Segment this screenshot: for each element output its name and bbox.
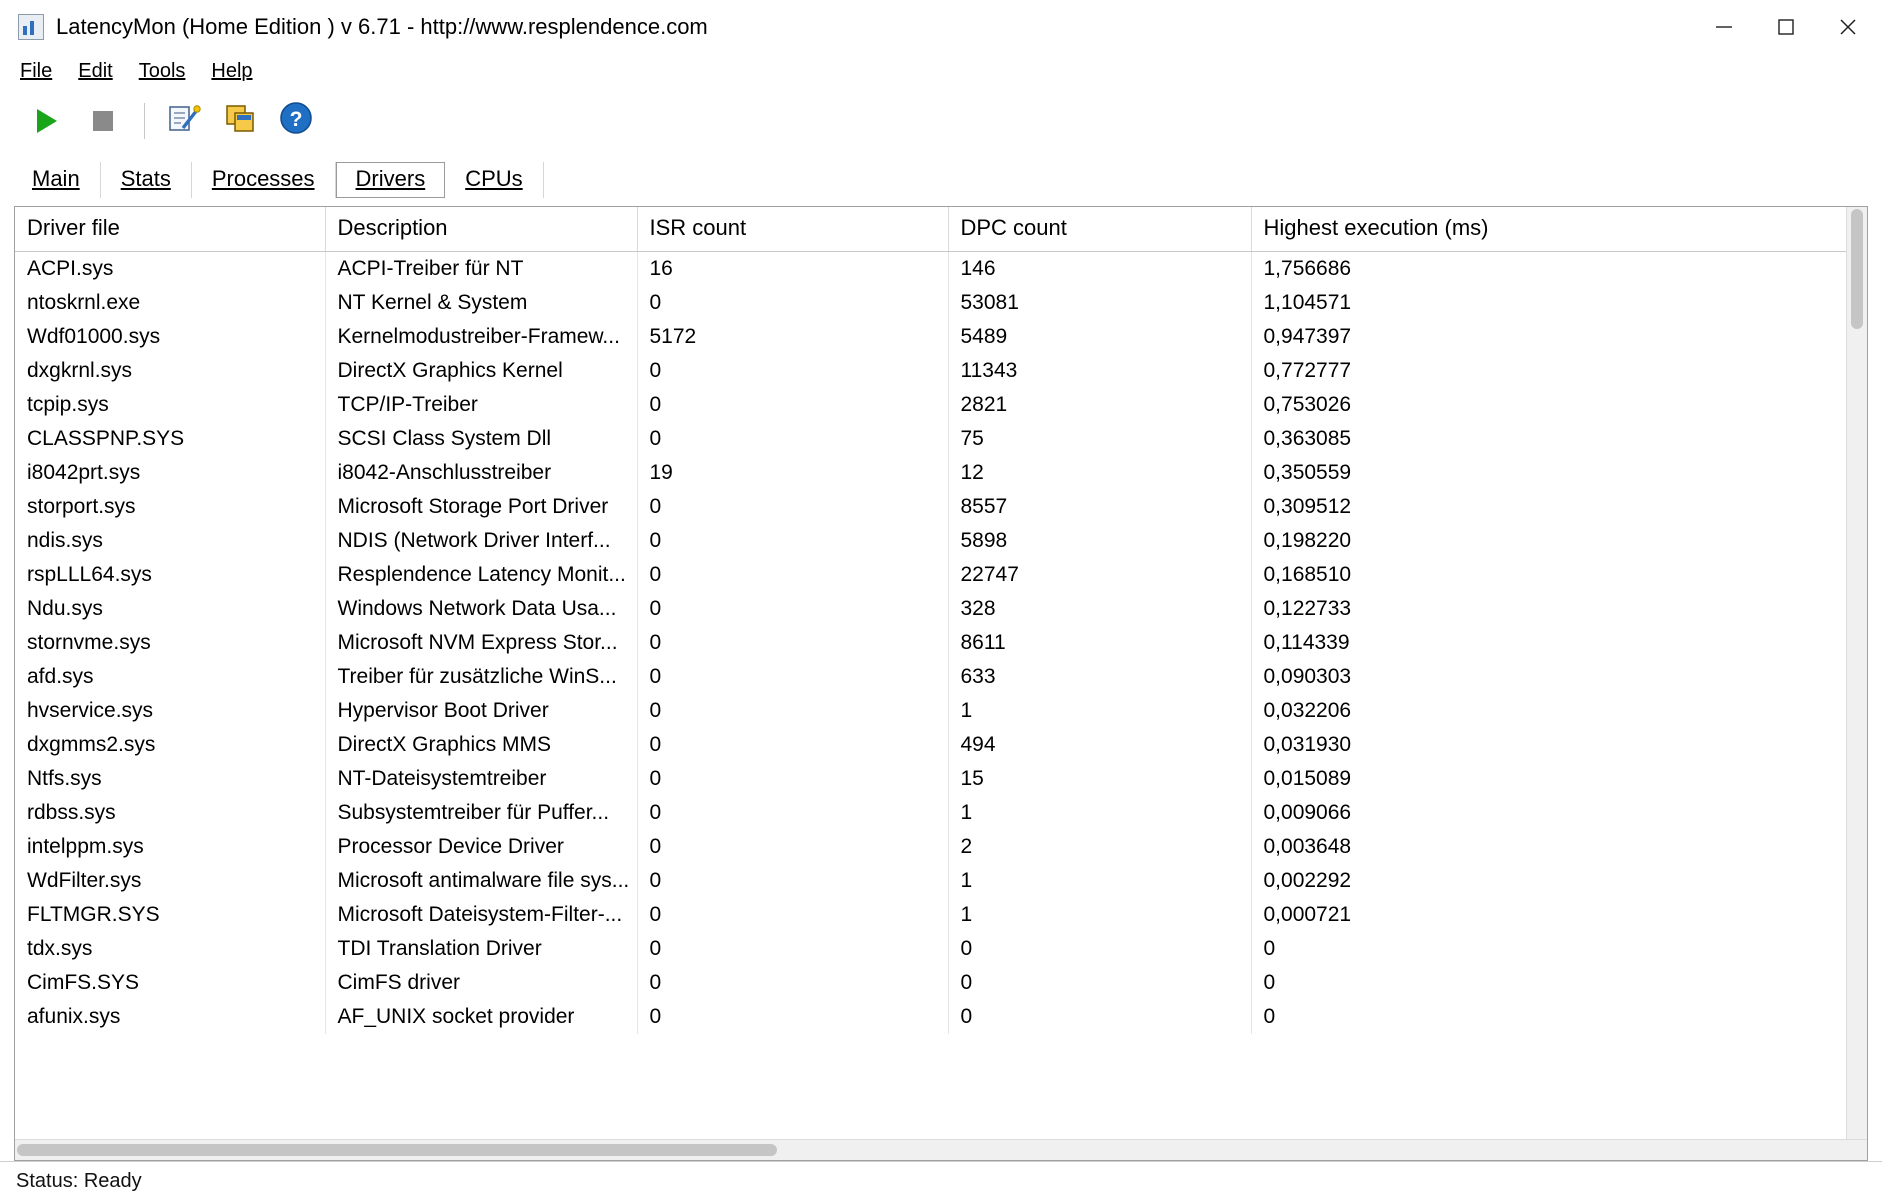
maximize-icon[interactable]: [1758, 7, 1814, 47]
help-question-icon: [277, 99, 315, 143]
table-row[interactable]: [15, 320, 1846, 354]
cell-highest-execution: 0: [1263, 1005, 1276, 1028]
cell-dpc-count: 22747: [948, 558, 1251, 592]
cell-highest-execution: 0,031930: [1263, 733, 1352, 756]
copy-windows-icon: [222, 100, 258, 142]
cell-description: Windows Network Data Usa...: [325, 592, 637, 626]
cell-driver-file: afunix.sys: [15, 1000, 325, 1034]
cell-driver-file: afd.sys: [15, 660, 325, 694]
cell-dpc-count: 1: [948, 694, 1251, 728]
cell-dpc-count: 0: [948, 932, 1251, 966]
table-row[interactable]: [15, 932, 1846, 966]
cell-highest-execution: 0,032206: [1263, 699, 1352, 722]
cell-driver-file: tdx.sys: [15, 932, 325, 966]
cell-dpc-count: 11343: [948, 354, 1251, 388]
table-row[interactable]: [15, 830, 1846, 864]
tab-drivers[interactable]: [336, 162, 446, 198]
menu-edit-label: Edit: [78, 59, 113, 82]
cell-description: Microsoft antimalware file sys...: [325, 864, 637, 898]
cell-highest-execution: 0,009066: [1263, 801, 1352, 824]
table-row[interactable]: [15, 966, 1846, 1000]
stop-icon: [93, 111, 113, 131]
cell-isr-count: 0: [637, 388, 948, 422]
cell-isr-count: 0: [637, 796, 948, 830]
table-row[interactable]: [15, 762, 1846, 796]
tab-bar: [0, 154, 1882, 198]
cell-dpc-count: 146: [948, 252, 1251, 287]
status-bar: [0, 1161, 1882, 1200]
tab-main[interactable]: [12, 162, 101, 198]
cell-highest-execution: 0,753026: [1263, 393, 1352, 416]
cell-isr-count: 19: [637, 456, 948, 490]
cell-isr-count: 16: [637, 252, 948, 287]
drivers-table: [15, 207, 1846, 1034]
vertical-scrollbar-thumb[interactable]: [1851, 209, 1863, 329]
cell-description: NT Kernel & System: [325, 286, 637, 320]
cell-description: Treiber für zusätzliche WinS...: [325, 660, 637, 694]
table-row[interactable]: [15, 626, 1846, 660]
cell-driver-file: i8042prt.sys: [15, 456, 325, 490]
cell-description: Resplendence Latency Monit...: [325, 558, 637, 592]
title-bar: [0, 0, 1882, 54]
cell-description: DirectX Graphics MMS: [325, 728, 637, 762]
table-row[interactable]: [15, 694, 1846, 728]
cell-highest-execution: 0,168510: [1263, 563, 1352, 586]
cell-description: i8042-Anschlusstreiber: [325, 456, 637, 490]
cell-dpc-count: 0: [948, 1000, 1251, 1034]
table-row[interactable]: [15, 1000, 1846, 1034]
cell-highest-execution: 0: [1263, 971, 1276, 994]
table-row[interactable]: [15, 422, 1846, 456]
cell-isr-count: 0: [637, 558, 948, 592]
cell-isr-count: 0: [637, 286, 948, 320]
column-header-driver-file[interactable]: Driver file: [15, 207, 325, 252]
cell-dpc-count: 8557: [948, 490, 1251, 524]
tab-processes-label: Processes: [211, 166, 315, 191]
cell-dpc-count: 633: [948, 660, 1251, 694]
cell-isr-count: 5172: [637, 320, 948, 354]
table-header-row: [15, 207, 1846, 252]
menu-item-file[interactable]: [18, 58, 66, 85]
svg-text:?: ?: [289, 108, 303, 131]
cell-description: DirectX Graphics Kernel: [325, 354, 637, 388]
column-header-dpc-count[interactable]: DPC count: [948, 207, 1251, 252]
table-row[interactable]: [15, 286, 1846, 320]
cell-driver-file: CimFS.SYS: [15, 966, 325, 1000]
cell-driver-file: rspLLL64.sys: [15, 558, 325, 592]
latencymon-icon: [18, 14, 44, 40]
cell-dpc-count: 328: [948, 592, 1251, 626]
cell-description: Microsoft Storage Port Driver: [325, 490, 637, 524]
table-row[interactable]: [15, 660, 1846, 694]
table-row[interactable]: [15, 354, 1846, 388]
cell-isr-count: 0: [637, 898, 948, 932]
cell-highest-execution: 0,002292: [1263, 869, 1352, 892]
cell-highest-execution: 0,772777: [1263, 359, 1352, 382]
cell-driver-file: dxgkrnl.sys: [15, 354, 325, 388]
cell-dpc-count: 1: [948, 864, 1251, 898]
cell-dpc-count: 1: [948, 898, 1251, 932]
menu-item-tools[interactable]: [137, 58, 200, 85]
tab-cpus-label: CPUs: [465, 166, 523, 191]
cell-highest-execution: 1,756686: [1263, 257, 1352, 280]
cell-description: Microsoft Dateisystem-Filter-...: [325, 898, 637, 932]
cell-highest-execution: 0,198220: [1263, 529, 1352, 552]
cell-driver-file: ndis.sys: [15, 524, 325, 558]
status-text: Status: Ready: [16, 1169, 142, 1192]
cell-driver-file: intelppm.sys: [15, 830, 325, 864]
cell-isr-count: 0: [637, 354, 948, 388]
cell-isr-count: 0: [637, 762, 948, 796]
cell-driver-file: CLASSPNP.SYS: [15, 422, 325, 456]
cell-isr-count: 0: [637, 422, 948, 456]
cell-driver-file: WdFilter.sys: [15, 864, 325, 898]
table-row[interactable]: [15, 252, 1846, 287]
table-row[interactable]: [15, 592, 1846, 626]
cell-highest-execution: 0,350559: [1263, 461, 1352, 484]
cell-driver-file: tcpip.sys: [15, 388, 325, 422]
cell-highest-execution: 0: [1263, 937, 1276, 960]
toolbar-separator: [144, 103, 145, 139]
table-row[interactable]: [15, 728, 1846, 762]
cell-highest-execution: 0,309512: [1263, 495, 1352, 518]
cell-isr-count: 0: [637, 1000, 948, 1034]
close-icon[interactable]: [1820, 7, 1876, 47]
cell-description: Subsystemtreiber für Puffer...: [325, 796, 637, 830]
cell-isr-count: 0: [637, 694, 948, 728]
table-row[interactable]: [15, 456, 1846, 490]
column-header-description[interactable]: Description: [325, 207, 637, 252]
cell-highest-execution: 0,000721: [1263, 903, 1352, 926]
play-icon: [37, 109, 57, 133]
cell-highest-execution: 0,114339: [1263, 631, 1350, 654]
cell-dpc-count: 0: [948, 966, 1251, 1000]
column-header-highest-execution[interactable]: Highest execution (ms): [1251, 207, 1846, 252]
cell-description: CimFS driver: [325, 966, 637, 1000]
cell-isr-count: 0: [637, 728, 948, 762]
cell-isr-count: 0: [637, 966, 948, 1000]
stop-monitoring-button[interactable]: [78, 96, 128, 146]
table-scroll-row: [15, 207, 1867, 1139]
cell-highest-execution: 0,122733: [1263, 597, 1352, 620]
cell-isr-count: 0: [637, 592, 948, 626]
tab-drivers-label: Drivers: [355, 166, 426, 191]
cell-dpc-count: 75: [948, 422, 1251, 456]
cell-isr-count: 0: [637, 660, 948, 694]
cell-dpc-count: 5898: [948, 524, 1251, 558]
menu-tools-label: Tools: [138, 59, 186, 82]
cell-isr-count: 0: [637, 830, 948, 864]
cell-isr-count: 0: [637, 490, 948, 524]
cell-description: TDI Translation Driver: [325, 932, 637, 966]
cell-highest-execution: 0,090303: [1263, 665, 1352, 688]
report-button[interactable]: [159, 96, 209, 146]
report-wand-icon: [166, 100, 202, 142]
cell-description: Kernelmodustreiber-Framew...: [325, 320, 637, 354]
cell-description: NT-Dateisystemtreiber: [325, 762, 637, 796]
cell-highest-execution: 0,363085: [1263, 427, 1352, 450]
cell-description: Hypervisor Boot Driver: [325, 694, 637, 728]
cell-driver-file: Wdf01000.sys: [15, 320, 325, 354]
table-row[interactable]: [15, 388, 1846, 422]
drivers-table-body: [15, 252, 1846, 1035]
cell-driver-file: Ntfs.sys: [15, 762, 325, 796]
help-button[interactable]: [271, 96, 321, 146]
tab-cpus[interactable]: [445, 162, 543, 198]
cell-dpc-count: 53081: [948, 286, 1251, 320]
table-row[interactable]: [15, 490, 1846, 524]
cell-dpc-count: 5489: [948, 320, 1251, 354]
cell-driver-file: Ndu.sys: [15, 592, 325, 626]
table-row[interactable]: [15, 898, 1846, 932]
table-row[interactable]: [15, 558, 1846, 592]
column-header-isr-count[interactable]: ISR count: [637, 207, 948, 252]
cell-dpc-count: 15: [948, 762, 1251, 796]
menu-bar: [0, 54, 1882, 88]
cell-dpc-count: 2: [948, 830, 1251, 864]
cell-highest-execution: 1,104571: [1263, 291, 1352, 314]
start-monitoring-button[interactable]: [22, 96, 72, 146]
cell-highest-execution: 0,947397: [1263, 325, 1352, 348]
cell-driver-file: FLTMGR.SYS: [15, 898, 325, 932]
table-row[interactable]: [15, 796, 1846, 830]
cell-highest-execution: 0,015089: [1263, 767, 1352, 790]
minimize-icon[interactable]: [1696, 7, 1752, 47]
menu-help-label: Help: [211, 59, 253, 82]
tab-stats-label: Stats: [120, 166, 171, 191]
cell-description: AF_UNIX socket provider: [325, 1000, 637, 1034]
table-row[interactable]: [15, 864, 1846, 898]
cell-description: NDIS (Network Driver Interf...: [325, 524, 637, 558]
cell-isr-count: 0: [637, 932, 948, 966]
drivers-table-viewport: [15, 207, 1846, 1139]
cell-isr-count: 0: [637, 626, 948, 660]
tab-main-label: Main: [32, 166, 80, 191]
cell-driver-file: stornvme.sys: [15, 626, 325, 660]
menu-item-help[interactable]: [209, 58, 266, 85]
horizontal-scrollbar[interactable]: [15, 1139, 1867, 1160]
cell-driver-file: ntoskrnl.exe: [15, 286, 325, 320]
cell-dpc-count: 2821: [948, 388, 1251, 422]
cell-driver-file: storport.sys: [15, 490, 325, 524]
tab-stats[interactable]: [101, 162, 192, 198]
table-row[interactable]: [15, 524, 1846, 558]
cell-driver-file: dxgmms2.sys: [15, 728, 325, 762]
toolbar: [0, 88, 1882, 154]
copy-button[interactable]: [215, 96, 265, 146]
cell-dpc-count: 494: [948, 728, 1251, 762]
cell-description: TCP/IP-Treiber: [325, 388, 637, 422]
drivers-table-panel: [14, 206, 1868, 1161]
tab-processes[interactable]: [192, 162, 336, 198]
cell-dpc-count: 12: [948, 456, 1251, 490]
cell-highest-execution: 0,003648: [1263, 835, 1352, 858]
cell-description: ACPI-Treiber für NT: [325, 252, 637, 287]
menu-item-edit[interactable]: [76, 58, 126, 85]
cell-driver-file: ACPI.sys: [15, 252, 325, 287]
cell-description: Processor Device Driver: [325, 830, 637, 864]
cell-driver-file: rdbss.sys: [15, 796, 325, 830]
cell-isr-count: 0: [637, 864, 948, 898]
horizontal-scrollbar-thumb[interactable]: [17, 1144, 777, 1156]
cell-description: SCSI Class System Dll: [325, 422, 637, 456]
cell-dpc-count: 1: [948, 796, 1251, 830]
vertical-scrollbar[interactable]: [1846, 207, 1867, 1139]
cell-driver-file: hvservice.sys: [15, 694, 325, 728]
menu-file-label: File: [20, 59, 53, 82]
cell-dpc-count: 8611: [948, 626, 1251, 660]
cell-isr-count: 0: [637, 524, 948, 558]
window-title: LatencyMon (Home Edition ) v 6.71 - http://www.resplendence.com: [56, 14, 708, 39]
cell-description: Microsoft NVM Express Stor...: [325, 626, 637, 660]
